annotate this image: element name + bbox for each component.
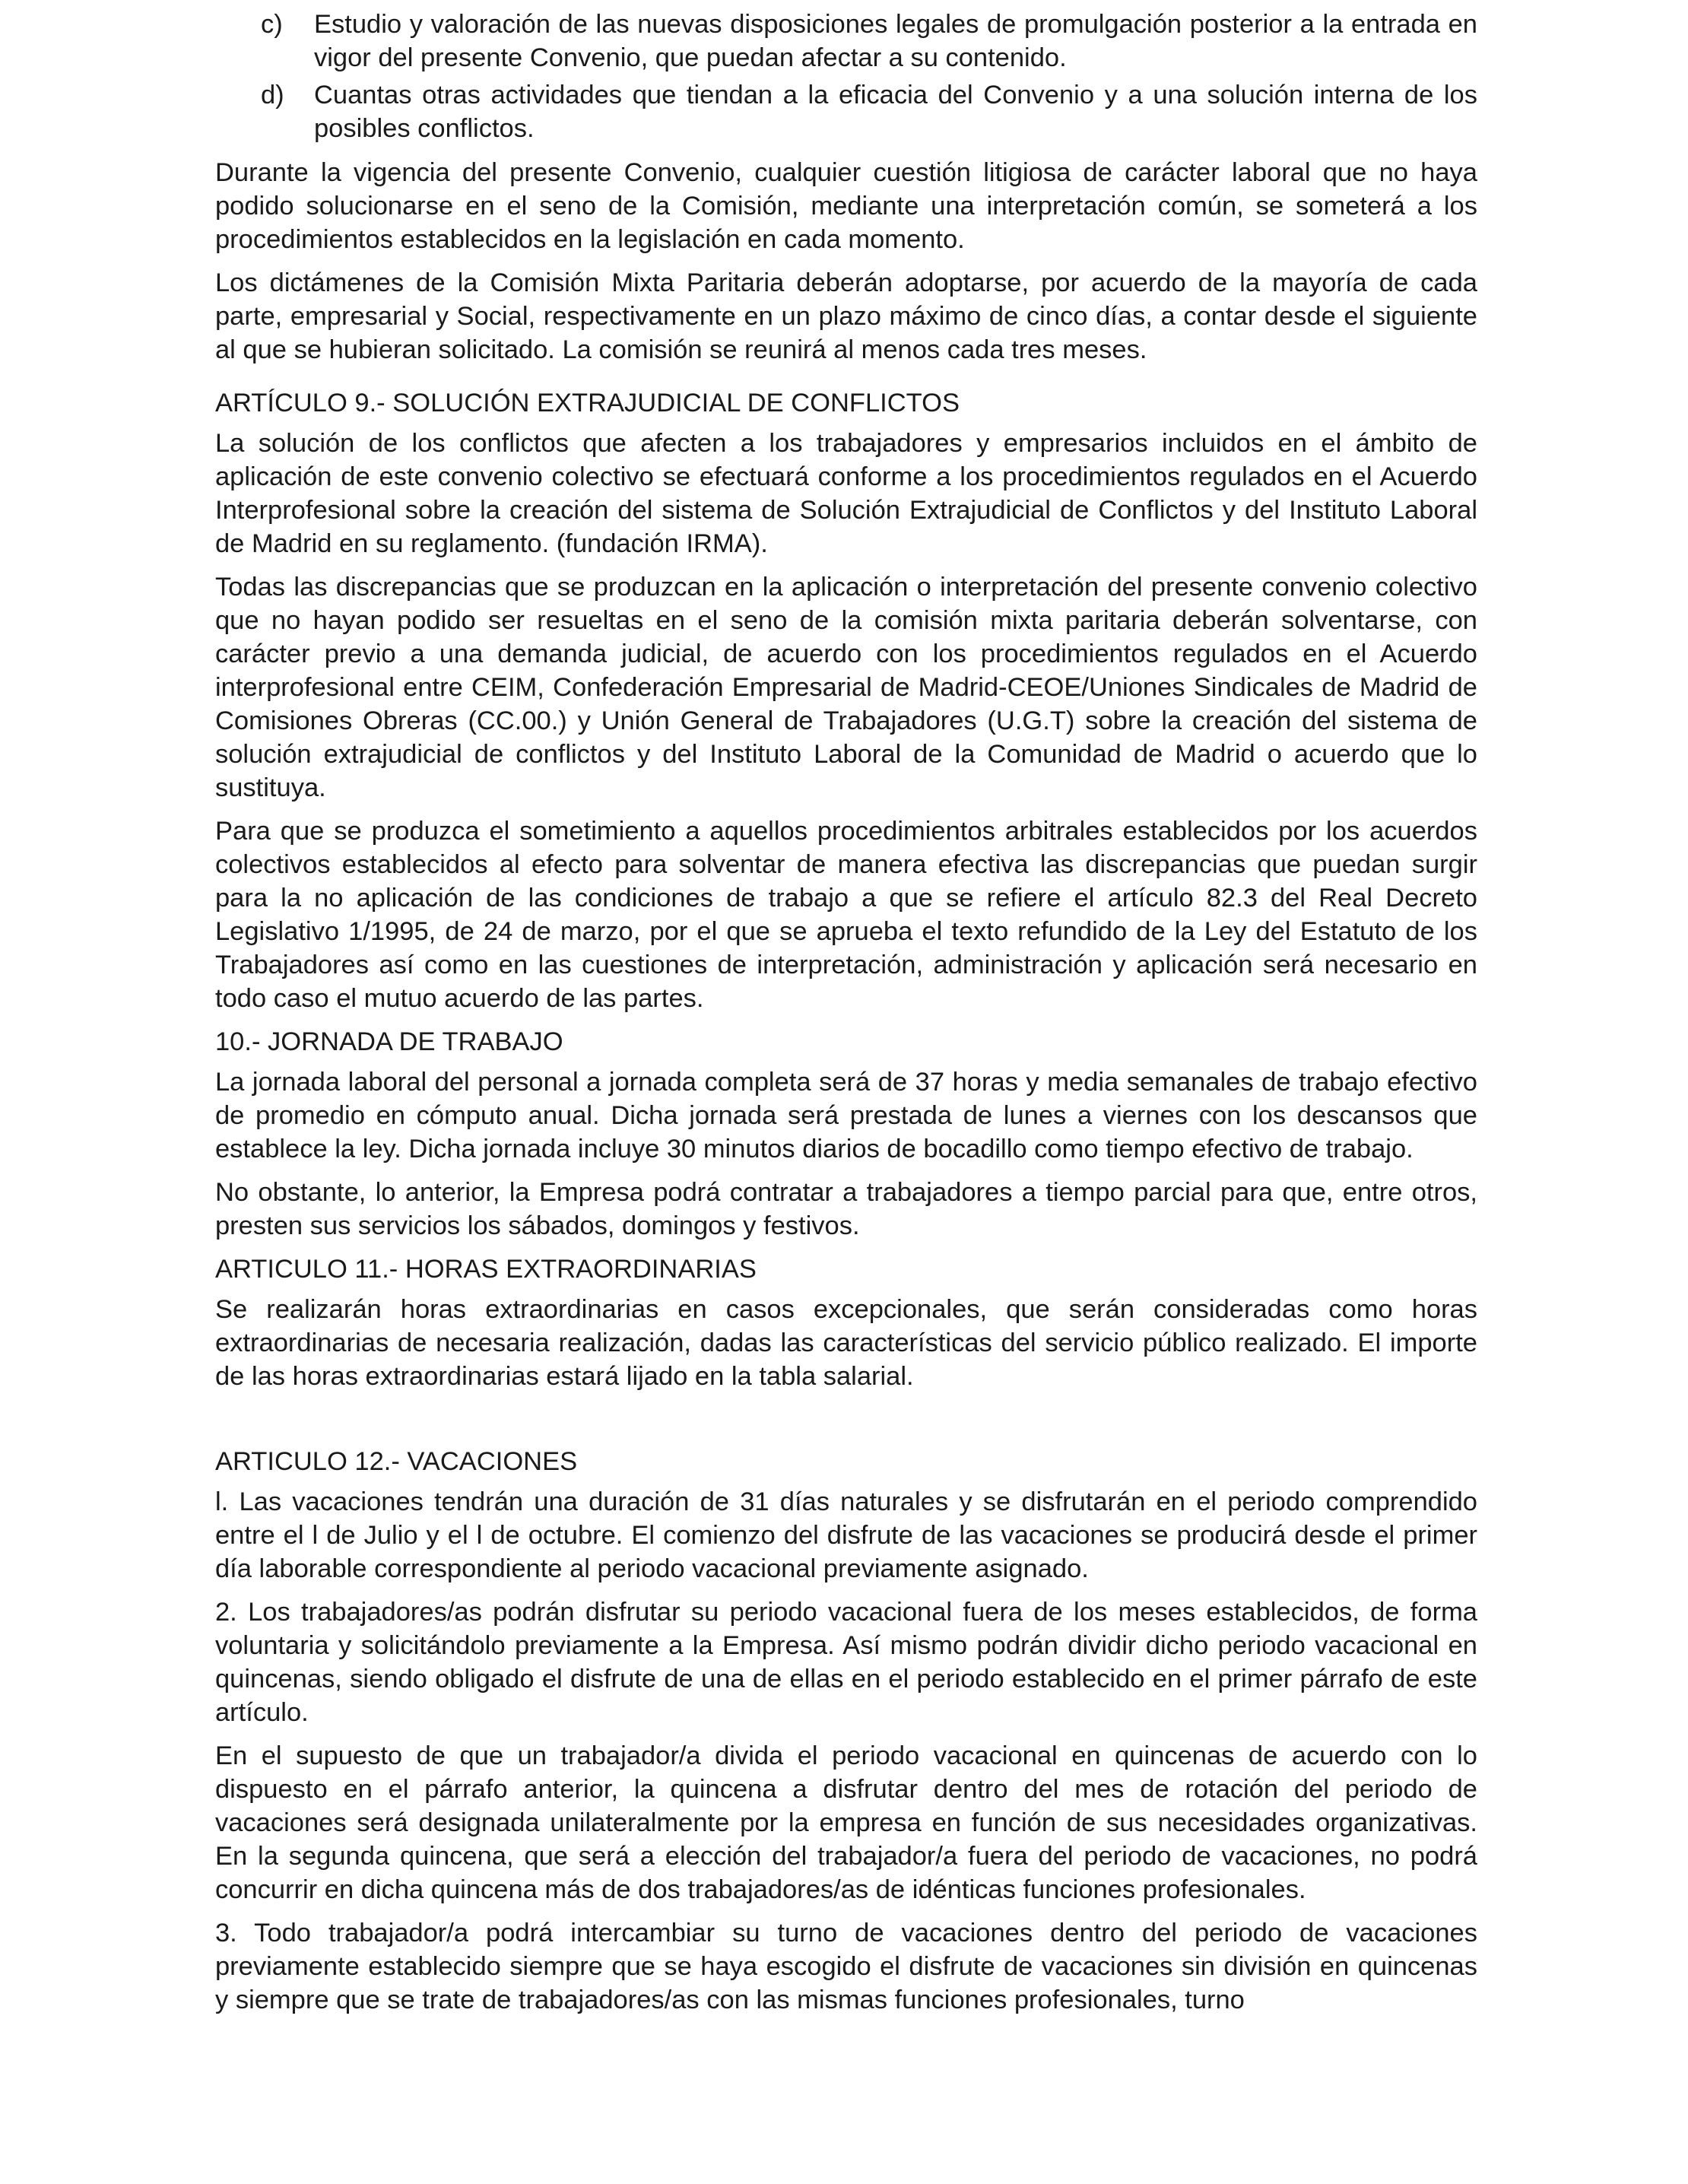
paragraph-part-time: No obstante, lo anterior, la Empresa podrá contratar a trabajadores a tiempo parcial para que, entre otros, presten sus servicios los sábados, domingos y festivos. xyxy=(215,1178,1477,1240)
paragraph-arbitration: Para que se produzca el sometimiento a aquellos procedimientos arbitrales establecidos por los acuerdos colectivos establecidos al efecto para solventar de manera efectiva las discrepancias que puedan surgir para la no aplicación de las condiciones de trabajo a que se refiere el artículo 82.3 del Real Decreto Legislativo 1/1995, de 24 de marzo, por el que se aprueba el texto refundido de la Ley del Estatuto de los Trabajadores así como en las cuestiones de interpretación, administración y aplicación será necesario en todo caso el mutuo acuerdo de las partes. xyxy=(215,817,1477,1013)
paragraph-discrepancies: Todas las discrepancias que se produzcan en la aplicación o interpretación del presente convenio colectivo que no hayan podido ser resueltas en el seno de la comisión mixta paritaria deberán solventarse, con carácter previo a una demanda judicial, de acuerdo con los procedimientos regulados en el Acuerdo interprofesional entre CEIM, Confederación Empresarial de Madrid-CEOE/Uniones Sindicales de Madrid de Comisiones Obreras (CC.00.) y Unión General de Trabajadores (U.G.T) sobre la creación del sistema de solución extrajudicial de conflictos y del Instituto Laboral de la Comunidad de Madrid o acuerdo que lo sustituya. xyxy=(215,573,1477,802)
list-item-text: Cuantas otras actividades que tiendan a la eficacia del Convenio y a una solución interna de los posibles conflictos. xyxy=(314,81,1477,143)
paragraph-litigation: Durante la vigencia del presente Convenio, cualquier cuestión litigiosa de carácter laboral que no haya podido solucionarse en el seno de la Comisión, mediante una interpretación común, se someterá a los procedimientos establecidos en la legislación en cada momento. xyxy=(215,158,1477,254)
paragraph-vacation-outside: 2. Los trabajadores/as podrán disfrutar su periodo vacacional fuera de los meses establecidos, de forma voluntaria y solicitándolo previamente a la Empresa. Así mismo podrán dividir dicho periodo vacacional en quincenas, siendo obligado el disfrute de una de ellas en el periodo establecido en el primer párrafo de este artículo. xyxy=(215,1598,1477,1727)
paragraph-vacation-duration: l. Las vacaciones tendrán una duración de 31 días naturales y se disfrutarán en el periodo comprendido entre el l de Julio y el l de octubre. El comienzo del disfrute de las vacaciones se producirá desde el primer día laborable correspondiente al periodo vacacional previamente asignado. xyxy=(215,1487,1477,1583)
heading-article-11: ARTICULO 11.- HORAS EXTRAORDINARIAS xyxy=(215,1255,757,1284)
paragraph-dictamenes: Los dictámenes de la Comisión Mixta Paritaria deberán adoptarse, por acuerdo de la mayoría de cada parte, empresarial y Social, respectivamente en un plazo máximo de cinco días, a contar desde el siguiente al que se hubieran solicitado. La comisión se reunirá al menos cada tres meses. xyxy=(215,268,1477,364)
paragraph-vacation-fortnights: En el supuesto de que un trabajador/a divida el periodo vacacional en quincenas de acuerdo con lo dispuesto en el párrafo anterior, la quincena a disfrutar dentro del mes de rotación del periodo de vacaciones será designada unilateralmente por la empresa en función de sus necesidades organizativas. En la segunda quincena, que será a elección del trabajador/a fuera del periodo de vacaciones, no podrá concurrir en dicha quincena más de dos trabajadores/as de idénticas funciones profesionales. xyxy=(215,1741,1477,1904)
paragraph-working-hours: La jornada laboral del personal a jornada completa será de 37 horas y media semanales de trabajo efectivo de promedio en cómputo anual. Dicha jornada será prestada de lunes a viernes con los descansos que establece la ley. Dicha jornada incluye 30 minutos diarios de bocadillo como tiempo efectivo de trabajo. xyxy=(215,1068,1477,1163)
heading-article-9: ARTÍCULO 9.- SOLUCIÓN EXTRAJUDICIAL DE CONFLICTOS xyxy=(215,389,960,417)
list-item xyxy=(215,78,1477,145)
paragraph-vacation-exchange: 3. Todo trabajador/a podrá intercambiar su turno de vacaciones dentro del periodo de vacaciones previamente establecido siempre que se haya escogido el disfrute de vacaciones sin división en quincenas y siempre que se trate de trabajadores/as con las mismas funciones profesionales, turno xyxy=(215,1919,1477,2014)
heading-article-10: 10.- JORNADA DE TRABAJO xyxy=(215,1027,563,1056)
document-page xyxy=(215,8,1477,2027)
list-marker: d) xyxy=(261,81,284,110)
heading-article-12: ARTICULO 12.- VACACIONES xyxy=(215,1447,578,1476)
paragraph-conflict-solution: La solución de los conflictos que afecten a los trabajadores y empresarios incluidos en el ámbito de aplicación de este convenio colectivo se efectuará conforme a los procedimientos regulados en el Acuerdo Interprofesional sobre la creación del sistema de Solución Extrajudicial de Conflictos y del Instituto Laboral de Madrid en su reglamento. (fundación IRMA). xyxy=(215,429,1477,558)
paragraph-overtime: Se realizarán horas extraordinarias en casos excepcionales, que serán consideradas como horas extraordinarias de necesaria realización, dadas las características del servicio público realizado. El importe de las horas extraordinarias estará lijado en la tabla salarial. xyxy=(215,1295,1477,1391)
list-item xyxy=(215,8,1477,75)
functions-list xyxy=(215,8,1477,145)
list-marker: c) xyxy=(261,10,283,39)
list-item-text: Estudio y valoración de las nuevas disposiciones legales de promulgación posterior a la entrada en vigor del presente Convenio, que puedan afectar a su contenido. xyxy=(314,10,1477,72)
